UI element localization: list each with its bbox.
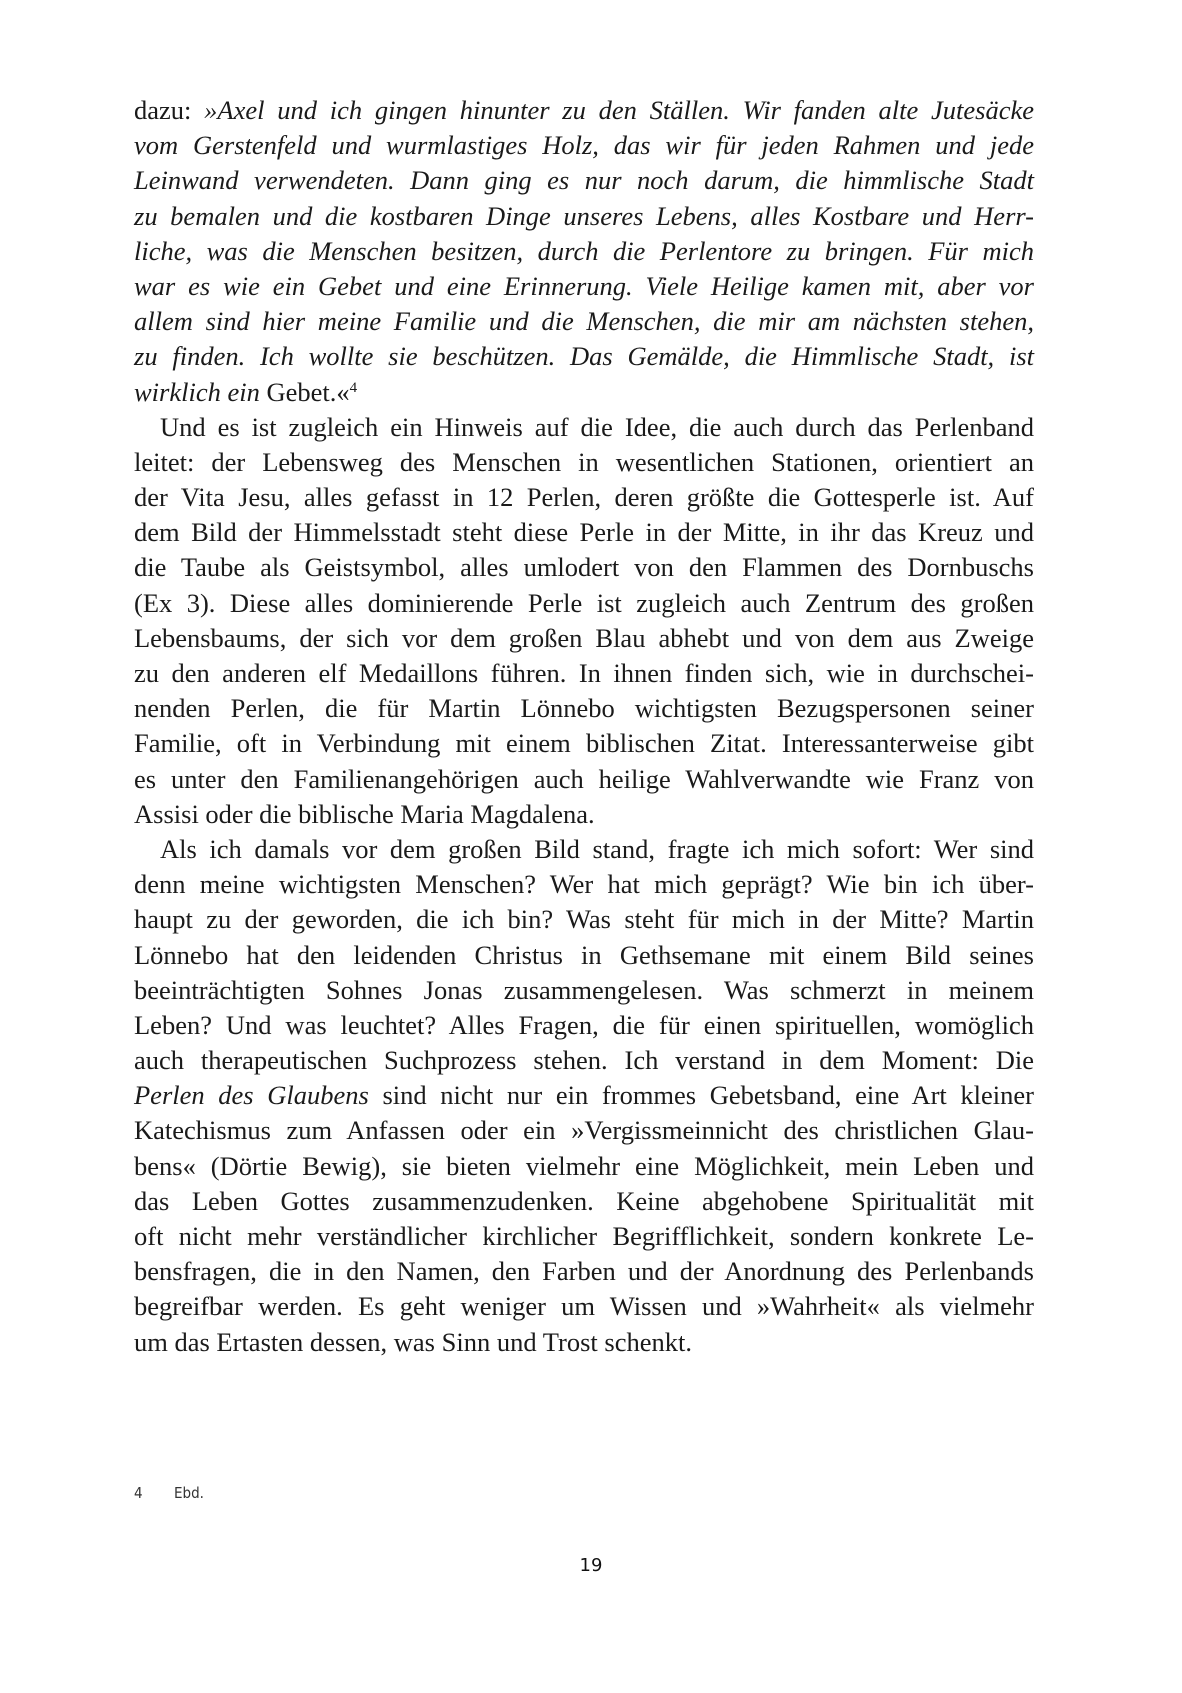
text-line xyxy=(134,1149,1034,1184)
text-line xyxy=(134,234,1034,269)
page-number: 19 xyxy=(579,1555,603,1576)
text-line xyxy=(134,832,1034,867)
text-line xyxy=(134,938,1034,973)
text-segment: begreifbar werden. Es geht weniger um Wissen und »Wahrheit« als vielmehr xyxy=(134,1291,1034,1322)
text-line xyxy=(134,621,1034,656)
italic-text: »Axel und ich gingen hinunter zu den Ställen. Wir fanden alte Jutesäcke xyxy=(204,95,1034,125)
text-segment: Assisi oder die biblische Maria Magdalena. xyxy=(134,798,595,829)
text-line xyxy=(134,1113,1034,1148)
text-segment: haupt zu der geworden, die ich bin? Was steht für mich in der Mitte? Martin xyxy=(134,904,1034,935)
text-line xyxy=(134,339,1034,374)
text-segment: bensfragen, die in den Namen, den Farben und der Anordnung des Perlenbands xyxy=(134,1256,1034,1287)
italic-text: zu bemalen und die kostbaren Dinge unseres Lebens, alles Kostbare und Herr- xyxy=(134,200,1034,231)
text-line xyxy=(134,691,1034,726)
text-line xyxy=(134,410,1034,445)
text-segment: beeinträchtigten Sohnes Jonas zusammengelesen. Was schmerzt in meinem xyxy=(134,974,1034,1005)
text-segment: auch therapeutischen Suchprozess stehen. Ich verstand in dem Moment: Die xyxy=(134,1045,1034,1076)
text-segment: Familie, oft in Verbindung mit einem biblischen Zitat. Interessanterweise gibt xyxy=(134,728,1034,759)
text-line xyxy=(134,199,1034,234)
text-segment: sind nicht nur ein frommes Gebetsband, eine Art kleiner xyxy=(368,1080,1034,1111)
footnote-number: 4 xyxy=(134,1484,143,1502)
text-segment: Lönnebo hat den leidenden Christus in Gethsemane mit einem Bild seines xyxy=(134,939,1034,970)
text-line xyxy=(134,445,1034,480)
text-line xyxy=(134,1043,1034,1078)
italic-text: liche, was die Menschen besitzen, durch die Perlentore zu bringen. Für mich xyxy=(134,235,1034,266)
italic-text: zu finden. Ich wollte sie beschützen. Das Gemälde, die Himmlische Stadt, ist xyxy=(134,341,1034,372)
text-segment: bens« (Dörtie Bewig), sie bieten vielmehr eine Möglichkeit, mein Leben und xyxy=(134,1150,1034,1181)
text-line xyxy=(134,656,1034,691)
text-segment: Katechismus zum Anfassen oder ein »Vergissmeinnicht des christlichen Glau- xyxy=(134,1115,1034,1146)
italic-text: wirklich ein xyxy=(134,376,267,407)
text-segment: leitet: der Lebensweg des Menschen in wesentlichen Stationen, orientiert an xyxy=(134,446,1034,477)
text-line xyxy=(134,269,1034,304)
text-line xyxy=(134,586,1034,621)
text-segment: Gebet.« xyxy=(266,376,350,407)
footnote-reference[interactable]: 4 xyxy=(349,379,358,396)
text-line xyxy=(134,1184,1034,1219)
italic-text: Perlen des Glaubens xyxy=(134,1080,369,1111)
text-segment: um das Ertasten dessen, was Sinn und Trost schenkt. xyxy=(134,1326,692,1357)
text-line xyxy=(134,1008,1034,1043)
text-segment: zu den anderen elf Medaillons führen. In ihnen finden sich, wie in durchschei- xyxy=(134,658,1034,688)
text-line xyxy=(134,797,1034,832)
text-segment: Als ich damals vor dem großen Bild stand, fragte ich mich sofort: Wer sind xyxy=(160,833,1034,864)
text-segment: Lebensbaums, der sich vor dem großen Blau abhebt und von dem aus Zweige xyxy=(134,622,1034,653)
italic-text: vom Gerstenfeld und wurmlastiges Holz, das wir für jeden Rahmen und jede xyxy=(134,130,1034,161)
text-line xyxy=(134,1325,1034,1360)
text-segment: dem Bild der Himmelsstadt steht diese Perle in der Mitte, in ihr das Kreuz und xyxy=(134,517,1034,548)
text-line xyxy=(134,93,1034,128)
italic-text: war es wie ein Gebet und eine Erinnerung. Viele Heilige kamen mit, aber vor xyxy=(134,270,1034,301)
text-line xyxy=(134,762,1034,797)
text-segment: das Leben Gottes zusammenzudenken. Keine abgehobene Spiritualität mit xyxy=(134,1185,1034,1216)
text-segment: nenden Perlen, die für Martin Lönnebo wichtigsten Bezugspersonen seiner xyxy=(134,693,1034,724)
text-line xyxy=(134,726,1034,761)
text-segment: oft nicht mehr verständlicher kirchlicher Begrifflichkeit, sondern konkrete Le- xyxy=(134,1221,1034,1251)
text-line xyxy=(134,480,1034,515)
text-line xyxy=(134,1219,1034,1254)
text-segment: die Taube als Geistsymbol, alles umlodert von den Flammen des Dornbuschs xyxy=(134,552,1034,583)
text-segment: der Vita Jesu, alles gefasst in 12 Perlen, deren größte die Gottesperle ist. Auf xyxy=(134,482,1034,513)
text-line xyxy=(134,1078,1034,1113)
text-line xyxy=(134,902,1034,937)
text-segment: Und es ist zugleich ein Hinweis auf die Idee, die auch durch das Perlenband xyxy=(160,411,1034,442)
text-line xyxy=(134,128,1034,163)
text-line xyxy=(134,1289,1034,1324)
text-line xyxy=(134,550,1034,585)
text-line xyxy=(134,973,1034,1008)
text-segment: dazu: xyxy=(134,95,205,125)
text-line xyxy=(134,304,1034,339)
body-text xyxy=(134,93,1034,1360)
text-line xyxy=(134,375,1034,410)
footnote xyxy=(134,1484,204,1502)
text-segment: Leben? Und was leuchtet? Alles Fragen, die für einen spirituellen, womöglich xyxy=(134,1009,1034,1040)
text-segment: (Ex 3). Diese alles dominierende Perle ist zugleich auch Zentrum des großen xyxy=(134,587,1034,618)
text-line xyxy=(134,1254,1034,1289)
text-line xyxy=(134,867,1034,902)
text-segment: es unter den Familienangehörigen auch heilige Wahlverwandte wie Franz von xyxy=(134,763,1034,794)
italic-text: allem sind hier meine Familie und die Menschen, die mir am nächsten stehen, xyxy=(134,306,1034,337)
text-line xyxy=(134,515,1034,550)
text-line xyxy=(134,163,1034,198)
text-segment: denn meine wichtigsten Menschen? Wer hat mich geprägt? Wie bin ich über- xyxy=(134,869,1034,900)
footnote-text: Ebd. xyxy=(174,1484,204,1502)
italic-text: Leinwand verwendeten. Dann ging es nur noch darum, die himmlische Stadt xyxy=(134,165,1034,196)
